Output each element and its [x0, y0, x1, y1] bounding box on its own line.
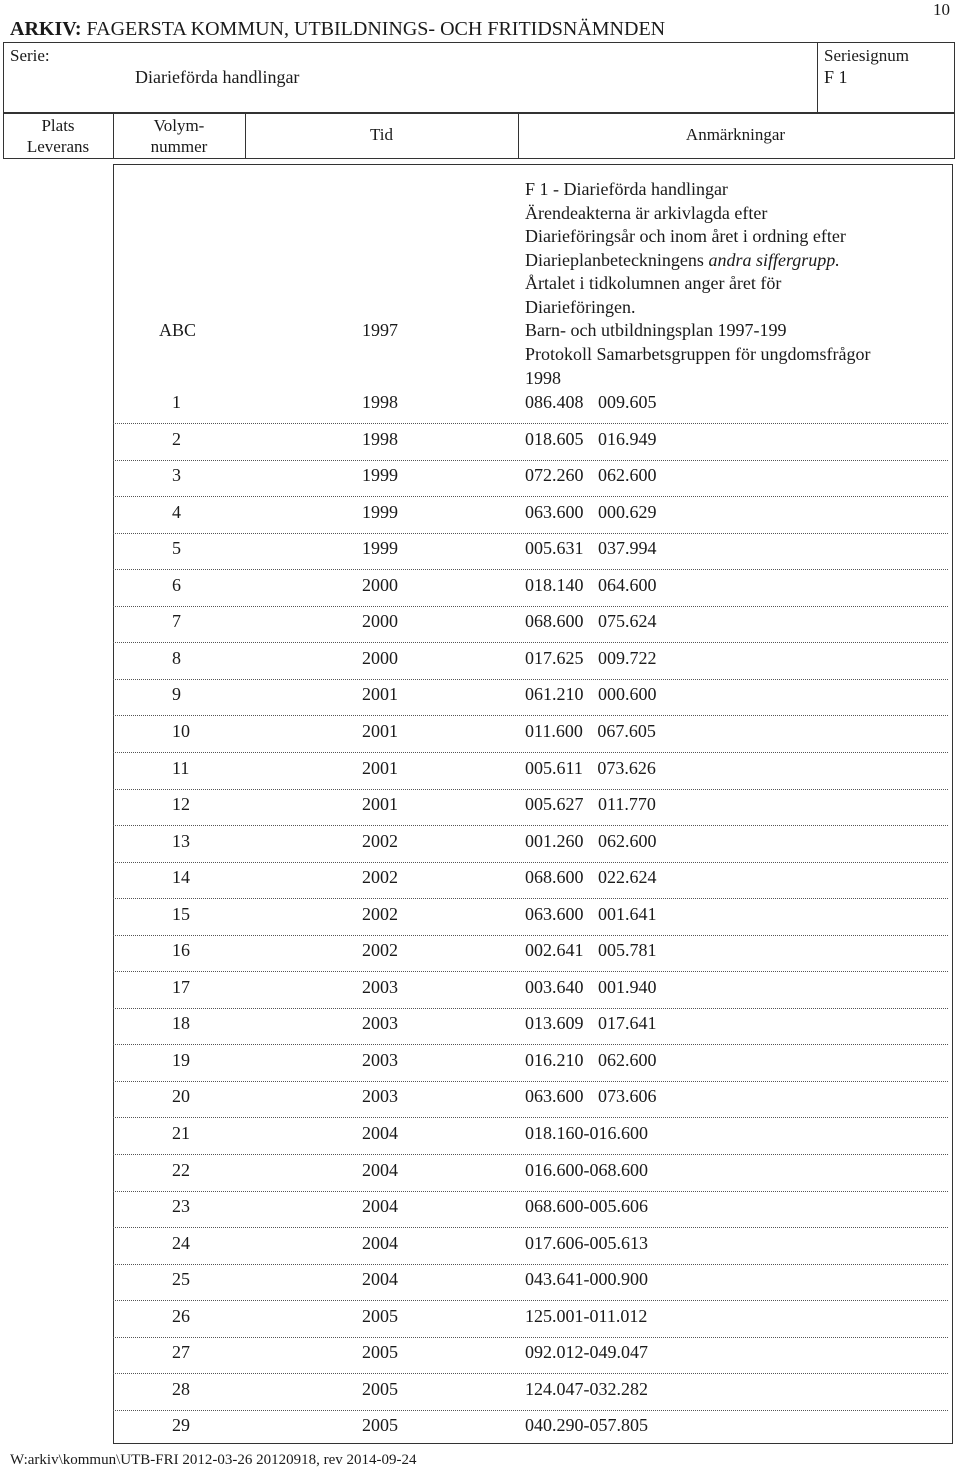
row-tid: 2000 — [362, 611, 398, 632]
row-volym: 11 — [172, 757, 190, 778]
row-tid: 1998 — [362, 428, 398, 449]
row-tid: 2005 — [362, 1415, 398, 1436]
protokoll-line-2: 1998 — [525, 368, 561, 388]
archive-label: ARKIV: — [10, 18, 82, 40]
row-tid: 2001 — [362, 684, 398, 705]
row-anmarkning: 063.600 001.641 — [525, 903, 657, 924]
row-separator — [113, 569, 948, 570]
row-volym: 22 — [172, 1159, 190, 1180]
row-tid: 2002 — [362, 867, 398, 888]
row-volym: 20 — [172, 1086, 190, 1107]
row-anmarkning: 072.260 062.600 — [525, 465, 657, 486]
row-anmarkning: 124.047-032.282 — [525, 1378, 648, 1399]
row-anmarkning: 125.001-011.012 — [525, 1305, 648, 1326]
header-volym — [113, 115, 245, 157]
row-separator — [113, 862, 948, 863]
row-volym: 24 — [172, 1232, 190, 1253]
row-separator — [113, 1227, 948, 1228]
row-anmarkning: 040.290-057.805 — [525, 1415, 648, 1436]
intro-line-5: Årtalet i tidkolumnen anger året för — [525, 273, 782, 293]
row-separator — [113, 825, 948, 826]
intro-line-2: Ärendeakterna är arkivlagda efter — [525, 202, 768, 223]
row-anmarkning: 068.600 022.624 — [525, 867, 657, 888]
row-volym: 15 — [172, 903, 190, 924]
body-right-border — [952, 164, 953, 1444]
abc-tid: 1997 — [362, 320, 398, 340]
row-anmarkning: 005.627 011.770 — [525, 794, 656, 815]
row-volym: 21 — [172, 1123, 190, 1143]
header-anmarkningar: Anmärkningar — [685, 125, 786, 144]
row-anmarkning: 018.605 016.949 — [525, 428, 657, 449]
row-anmarkning: 016.600-068.600 — [525, 1159, 648, 1180]
row-volym: 8 — [172, 647, 181, 668]
row-volym: 19 — [172, 1049, 190, 1070]
row-separator — [113, 496, 948, 497]
row-tid: 2004 — [362, 1269, 398, 1290]
row-volym: 28 — [172, 1378, 190, 1399]
row-tid: 2002 — [362, 903, 398, 924]
row-volym: 27 — [172, 1342, 190, 1363]
row-tid: 1999 — [362, 538, 398, 559]
row-separator — [113, 789, 948, 790]
serie-divider — [817, 42, 818, 113]
page-number: 10 — [933, 0, 950, 19]
intro-line-1: F 1 - Diarieförda handlingar — [525, 179, 728, 199]
row-tid: 2005 — [362, 1305, 398, 1326]
row-tid: 1999 — [362, 465, 398, 486]
row-anmarkning: 068.600 075.624 — [525, 611, 657, 632]
archive-title — [10, 18, 665, 41]
row-volym: 1 — [172, 392, 181, 412]
header-plats-line1: Plats — [41, 116, 75, 135]
abc-anm: Barn- och utbildningsplan 1997-199 — [525, 320, 787, 340]
header-plats-line2: Leverans — [26, 137, 90, 156]
row-volym: 7 — [172, 611, 181, 632]
serie-label: Serie: — [10, 46, 50, 65]
footer-path: W:arkiv\kommun\UTB-FRI 2012-03-26 20120918, rev 2014-09-24 — [10, 1452, 417, 1468]
row-separator — [113, 752, 948, 753]
header-plats — [3, 115, 113, 157]
row-anmarkning: 063.600 000.629 — [525, 501, 657, 522]
row-tid: 2004 — [362, 1196, 398, 1217]
row-anmarkning: 001.260 062.600 — [525, 830, 657, 851]
row-separator — [113, 1081, 948, 1082]
row-separator — [113, 1410, 948, 1411]
row-tid: 2002 — [362, 940, 398, 961]
row-separator — [113, 898, 948, 899]
row-tid: 2004 — [362, 1232, 398, 1253]
intro-remarks — [525, 178, 846, 319]
row-volym: 9 — [172, 684, 181, 705]
row-separator — [113, 1008, 948, 1009]
row-tid: 1999 — [362, 501, 398, 522]
archive-name: FAGERSTA KOMMUN, UTBILDNINGS- OCH FRITIDSNÄMNDEN — [86, 18, 666, 40]
row-anmarkning: 011.600 067.605 — [525, 720, 656, 741]
row-separator — [113, 642, 948, 643]
row-anmarkning: 018.140 064.600 — [525, 574, 657, 595]
row-tid: 2000 — [362, 647, 398, 668]
row-volym: 17 — [172, 976, 190, 997]
header-volym-line2: nummer — [150, 137, 208, 156]
row-volym: 23 — [172, 1196, 190, 1217]
row-volym: 18 — [172, 1013, 190, 1034]
row-separator — [113, 606, 948, 607]
abc-volym: ABC — [159, 320, 197, 340]
row-tid: 2002 — [362, 830, 398, 851]
row-anmarkning: 068.600-005.606 — [525, 1196, 648, 1217]
body-bottom-border — [113, 1443, 953, 1444]
row-separator — [113, 1191, 948, 1192]
row-volym: 3 — [172, 465, 181, 486]
row-volym: 6 — [172, 574, 181, 595]
body-top-border — [113, 164, 953, 165]
row-separator — [113, 1117, 948, 1118]
row-volym: 4 — [172, 501, 181, 522]
row-tid: 2001 — [362, 794, 398, 815]
row-tid: 1998 — [362, 392, 398, 412]
row-volym: 29 — [172, 1415, 190, 1436]
row-volym: 13 — [172, 830, 190, 851]
row-anmarkning: 005.611 073.626 — [525, 757, 656, 778]
row-anmarkning: 086.408 009.605 — [525, 392, 657, 412]
row-separator — [113, 935, 948, 936]
serie-value: Diarieförda handlingar — [135, 67, 300, 87]
row-anmarkning: 003.640 001.940 — [525, 976, 657, 997]
row-tid: 2004 — [362, 1123, 398, 1143]
row-anmarkning: 005.631 037.994 — [525, 538, 657, 559]
row-anmarkning: 016.210 062.600 — [525, 1049, 657, 1070]
row-separator — [113, 423, 948, 424]
row-separator — [113, 1044, 948, 1045]
row-tid: 2003 — [362, 1086, 398, 1107]
row-tid: 2001 — [362, 720, 398, 741]
intro-line-6: Diarieföringen. — [525, 296, 636, 317]
row-volym: 5 — [172, 538, 181, 559]
row-anmarkning: 043.641-000.900 — [525, 1269, 648, 1290]
row-separator — [113, 533, 948, 534]
row-volym: 16 — [172, 940, 190, 961]
row-separator — [113, 460, 948, 461]
row-tid: 2003 — [362, 976, 398, 997]
row-separator — [113, 1300, 948, 1301]
row-tid: 2004 — [362, 1159, 398, 1180]
intro-line-4-italic: andra siffergrupp. — [708, 249, 840, 270]
header-tid: Tid — [369, 125, 393, 144]
header-volym-line1: Volym- — [153, 116, 205, 135]
row-separator — [113, 715, 948, 716]
row-separator — [113, 1337, 948, 1338]
protokoll-line-1: Protokoll Samarbetsgruppen för ungdomsfrågor — [525, 344, 871, 364]
row-tid: 2001 — [362, 757, 398, 778]
row-anmarkning: 018.160-016.600 — [525, 1123, 648, 1143]
seriesignum-label: Seriesignum — [824, 46, 909, 65]
row-tid: 2005 — [362, 1378, 398, 1399]
row-separator — [113, 1264, 948, 1265]
row-volym: 12 — [172, 794, 190, 815]
row-anmarkning: 017.625 009.722 — [525, 647, 657, 668]
row-separator — [113, 1373, 948, 1374]
row-tid: 2003 — [362, 1013, 398, 1034]
row-volym: 26 — [172, 1305, 190, 1326]
row-tid: 2005 — [362, 1342, 398, 1363]
seriesignum-value: F 1 — [824, 67, 848, 87]
row-anmarkning: 013.609 017.641 — [525, 1013, 657, 1034]
row-tid: 2003 — [362, 1049, 398, 1070]
row-separator — [113, 679, 948, 680]
row-volym: 25 — [172, 1269, 190, 1290]
row-volym: 14 — [172, 867, 190, 888]
intro-line-4-text: Diarieplanbeteckningens — [525, 249, 704, 270]
row-separator — [113, 1154, 948, 1155]
row-anmarkning: 092.012-049.047 — [525, 1342, 648, 1363]
row-tid: 2000 — [362, 574, 398, 595]
row-anmarkning: 002.641 005.781 — [525, 940, 657, 961]
intro-line-3: Diarieföringsår och inom året i ordning efter — [525, 226, 846, 246]
intro-line-4 — [525, 249, 846, 273]
body-left-border — [113, 164, 114, 1444]
row-anmarkning: 061.210 000.600 — [525, 684, 657, 705]
row-separator — [113, 971, 948, 972]
row-anmarkning: 063.600 073.606 — [525, 1086, 657, 1107]
row-anmarkning: 017.606-005.613 — [525, 1232, 648, 1253]
row-volym: 10 — [172, 720, 190, 741]
row-volym: 2 — [172, 428, 181, 449]
